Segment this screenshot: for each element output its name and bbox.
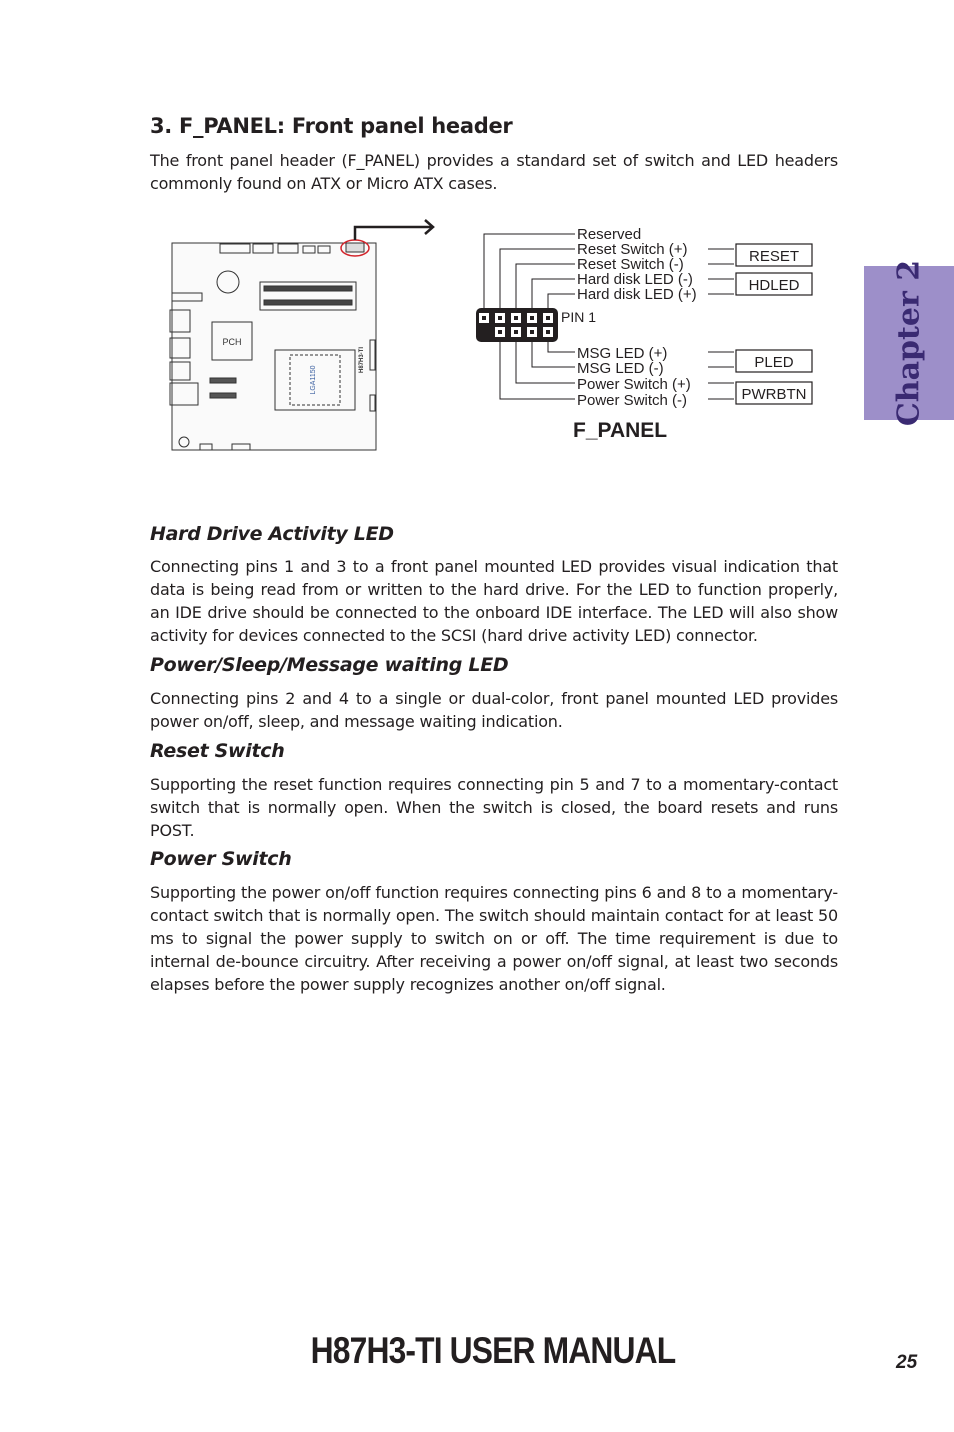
- header-pin-center: [530, 316, 534, 320]
- pled-box-label: PLED: [754, 354, 794, 371]
- intro-paragraph: The front panel header (F_PANEL) provides a standard set of switch and LED headers commonly found on ATX or Micro ATX cases.: [150, 151, 838, 193]
- power-switch-heading: Power Switch: [150, 848, 292, 870]
- pointer-arrow: [355, 220, 433, 240]
- socket-label: LGA1150: [310, 365, 317, 395]
- power-led-heading: Power/Sleep/Message waiting LED: [150, 654, 509, 676]
- pin-label-msg-plus: MSG LED (+): [577, 345, 668, 362]
- reset-box-label: RESET: [748, 248, 800, 265]
- reset-switch-heading: Reset Switch: [150, 740, 285, 762]
- power-led-text: Connecting pins 2 and 4 to a single or dual-color, front panel mounted LED provides power on/off, sleep, and message waiting indication.: [150, 689, 838, 731]
- header-pin-center: [498, 316, 502, 320]
- pin-label-reset-plus: Reset Switch (+): [577, 241, 688, 258]
- header-pin-center: [514, 330, 518, 334]
- motherboard-drawing: [170, 240, 376, 450]
- pin-label-hdled-minus: Hard disk LED (-): [577, 271, 693, 288]
- hdd-led-text: Connecting pins 1 and 3 to a front panel mounted LED provides visual indication that data is being read from or written to the hard drive. For the LED to function properly, an IDE drive should be connected to the onboard IDE interface. The LED will also show activity for devices connected to the SCSI (hard drive activity LED) connector.: [150, 557, 838, 645]
- header-pin-center: [514, 316, 518, 320]
- hdd-led-heading: Hard Drive Activity LED: [150, 523, 394, 545]
- page-number: 25: [896, 1352, 918, 1373]
- pch-label: PCH: [222, 337, 242, 347]
- f-panel-diagram: [160, 210, 840, 470]
- pin-label-power-plus: Power Switch (+): [577, 376, 691, 393]
- pin1-label: PIN 1: [561, 309, 597, 325]
- pwrbtn-box-label: PWRBTN: [741, 386, 807, 403]
- pin-label-reserved: Reserved: [577, 226, 642, 243]
- power-switch-text: Supporting the power on/off function requires connecting pins 6 and 8 to a momentary-contact switch that is normally open. The switch should maintain contact for at least 50 ms to signal the power supply to switch on or off. The time requirement is due to internal de-bounce circuitry. After receiving a power on/off signal, at least two seconds elapses before the power supply recognizes another on/off signal.: [150, 883, 838, 994]
- pin-label-hdled-plus: Hard disk LED (+): [577, 286, 697, 303]
- pin-label-msg-minus: MSG LED (-): [577, 360, 664, 377]
- header-pin-center: [498, 330, 502, 334]
- board-model-label: H87H3-TI: [359, 346, 365, 374]
- pin-label-power-minus: Power Switch (-): [577, 392, 688, 409]
- reset-switch-text: Supporting the reset function requires connecting pin 5 and 7 to a momentary-contact switch that is normally open. When the switch is closed, the board resets and runs POST.: [150, 775, 838, 840]
- header-pin-center: [546, 330, 550, 334]
- header-pin-center: [546, 316, 550, 320]
- section-title: 3. F_PANEL: Front panel header: [150, 114, 513, 138]
- header-pin-center: [530, 330, 534, 334]
- pin-label-reset-minus: Reset Switch (-): [577, 256, 684, 273]
- hdled-box-label: HDLED: [748, 277, 800, 294]
- chapter-tab-label: Chapter 2: [891, 259, 927, 427]
- chapter-tab: [864, 259, 954, 427]
- manual-title: H87H3-TI USER MANUAL: [310, 1330, 676, 1371]
- header-label: F_PANEL: [573, 419, 668, 442]
- header-pin-center: [482, 316, 486, 320]
